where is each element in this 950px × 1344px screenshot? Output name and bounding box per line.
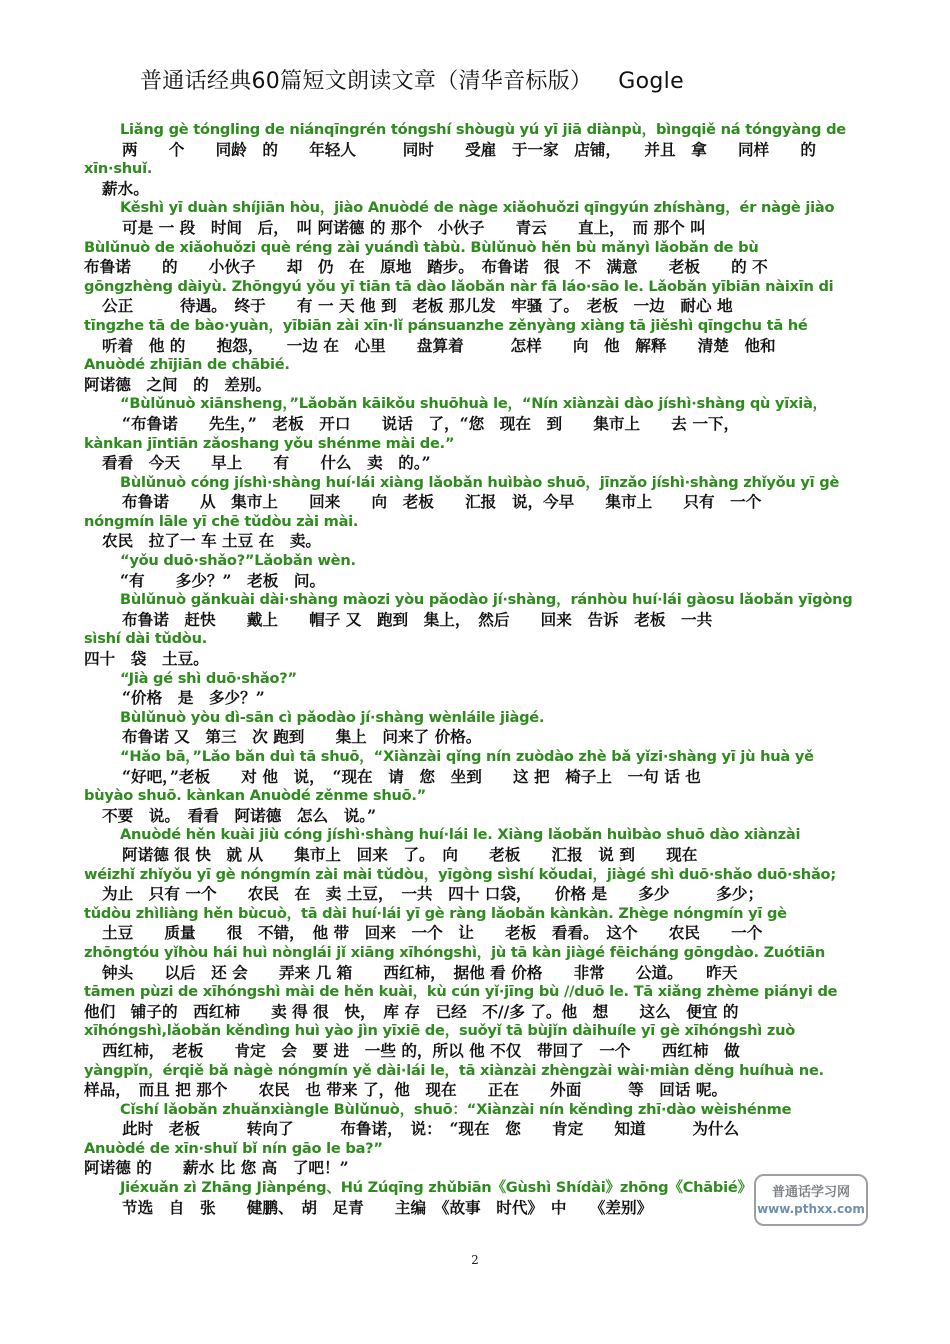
pinyin-line: xīn·shuǐ. [84, 160, 153, 178]
hanzi-line: “价格 是 多少？” [122, 688, 265, 708]
watermark-url: www.pthxx.com [757, 1202, 865, 1216]
hanzi-line: 阿诺德 的 薪水 比 您 高 了吧！” [84, 1158, 349, 1178]
pinyin-line: kànkan jīntiān zǎoshang yǒu shénme mài de.” [84, 434, 455, 452]
pinyin-line: xīhóngshì,lǎobǎn kěndìng huì yào jìn yīxiē de，suǒyǐ tā bùjǐn dàihuíle yī gè xīhóngshì zuò [84, 1022, 796, 1040]
hanzi-line: 听着 他 的 抱怨， 一边 在 心里 盘算着 怎样 向 他 解释 清楚 他和 [102, 335, 776, 355]
pinyin-line: wéizhǐ zhǐyǒu yī gè nóngmín zài mài tǔdòu，yīgòng sìshí kǒudai，jiàgé shì duō·shǎo duō·shǎo; [84, 865, 836, 883]
hanzi-line: 薪水。 [102, 178, 149, 198]
hanzi-line: 布鲁诺 又 第三 次 跑到 集上 问来了 价格。 [122, 727, 482, 747]
hanzi-line: 他们 铺子的 西红柿 卖 得 很 快， 库 存 已经 不//多 了。他 想 这么 便宜 的 [84, 1001, 739, 1021]
pinyin-line: Anuòdé hěn kuài jiù cóng jíshì·shàng huí·lái le. Xiàng lǎobǎn huìbào shuō dào xiànzài [120, 826, 801, 844]
pinyin-line: “Jià gé shì duō·shǎo?” [120, 669, 297, 687]
hanzi-line: “有 多少？” 老板 问。 [120, 570, 326, 590]
page-header [140, 64, 684, 95]
pinyin-line: “yǒu duō·shǎo?”Lǎobǎn wèn. [120, 552, 356, 570]
pinyin-line: Kěshì yī duàn shíjiān hòu，jiào Anuòdé de nàge xiǎohuǒzi qīngyún zhíshàng，ér nàgè jiào [120, 199, 835, 217]
site-watermark [754, 1174, 868, 1226]
pinyin-line: nóngmín lāle yī chē tǔdòu zài mài. [84, 512, 359, 530]
page-number: 2 [471, 1253, 479, 1267]
hanzi-line: 为止 只有 一个 农民 在 卖 土豆， 一共 四十 口袋， 价格 是 多少 多少； [102, 884, 764, 904]
pinyin-line: tāmen pùzi de xīhóngshì mài de hěn kuài，kù cún yǐ·jīng bù //duō le. Tā xiǎng zhème piányi de [84, 983, 838, 1001]
pinyin-line: Bùlǔnuò yòu dì-sān cì pǎodào jí·shàng wènláile jiàgé. [120, 708, 545, 726]
pinyin-line: zhōngtóu yǐhòu hái huì nònglái jǐ xiāng xīhóngshì，jù tā kàn jiàgé fēicháng gōngdào. Zuótiān [84, 943, 826, 961]
pinyin-line: Bùlǔnuò de xiǎohuǒzi què réng zài yuándì tàbù. Bùlǔnuò hěn bù mǎnyì lǎobǎn de bù [84, 238, 759, 256]
hanzi-line: 不要 说。 看看 阿诺德 怎么 说。” [102, 805, 377, 825]
pinyin-line: tīngzhe tā de bào·yuàn，yībiān zài xīn·lǐ pánsuanzhe zěnyàng xiàng tā jiěshì qīngchu tā hé [84, 316, 808, 334]
pinyin-line: Bùlǔnuò cóng jíshì·shàng huí·lái xiàng lǎobǎn huìbào shuō，jīnzǎo jíshì·shàng zhǐyǒu yī gè [120, 473, 840, 491]
pinyin-line: Jiéxuǎn zì Zhāng Jiànpéng、Hú Zúqīng zhǔbiān《Gùshì Shídài》zhōng《Chābié》 [120, 1179, 752, 1197]
pinyin-line: “Bùlǔnuò xiānsheng，”Lǎobǎn kāikǒu shuōhuà le，“Nín xiànzài dào jíshì·shàng qù yīxià， [120, 395, 827, 413]
pinyin-line: “Hǎo bā，”Lǎo bǎn duì tā shuō，“Xiànzài qǐng nín zuòdào zhè bǎ yǐzi·shàng yī jù huà yě [120, 748, 814, 765]
pinyin-line: Anuòdé de xīn·shuǐ bǐ nín gāo le ba?” [84, 1139, 383, 1157]
hanzi-line: “好吧，”老板 对 他 说， “现在 请 您 坐到 这 把 椅子上 一句 话 也 [122, 766, 701, 786]
pinyin-line: gōngzhèng dàiyù. Zhōngyú yǒu yī tiān tā dào lǎobǎn nàr fā láo·sāo le. Lǎobǎn yībiān nàixīn di [84, 277, 834, 295]
hanzi-line: 可是 一 段 时间 后， 叫 阿诺德 的 那个 小伙子 青云 直上， 而 那个 叫 [122, 217, 706, 237]
hanzi-line: 布鲁诺 的 小伙子 却 仍 在 原地 踏步。 布鲁诺 很 不 满意 老板 的 不 [84, 257, 768, 277]
pinyin-line: sìshí dài tǔdòu. [84, 630, 207, 648]
hanzi-line: 阿诺德 很 快 就 从 集市上 回来 了。 向 老板 汇报 说 到 现在 [122, 844, 698, 864]
hanzi-line: “布鲁诺 先生，” 老板 开口 说话 了，“您 现在 到 集市上 去 一下， [122, 413, 740, 433]
hanzi-line: 农民 拉了一 车 土豆 在 卖。 [102, 531, 322, 551]
pinyin-line: yàngpǐn，érqiě bǎ nàgè nóngmín yě dài·lái le，tā xiànzài zhèngzài wài·miàn děng huíhuà ne. [84, 1061, 824, 1079]
hanzi-line: 节选 自 张 健鹏、 胡 足青 主编 《故事 时代》 中 《差别》 [122, 1197, 653, 1217]
hanzi-line: 公正 待遇。 终于 有 一 天 他 到 老板 那儿发 牢骚 了。 老板 一边 耐心 地 [102, 296, 733, 316]
pinyin-line: tǔdòu zhìliàng hěn bùcuò，tā dài huí·lái yī gè ràng lǎobǎn kànkàn. Zhège nóngmín yī gè [84, 904, 787, 922]
hanzi-line: 样品， 而且 把 那个 农民 也 带来 了，他 现在 正在 外面 等 回话 呢。 [84, 1080, 728, 1100]
hanzi-line: 四十 袋 土豆。 [84, 649, 209, 669]
pinyin-line: Liǎng gè tóngling de niánqīngrén tóngshí shòugù yú yī jiā diànpù，bìngqiě ná tóngyàng de [120, 121, 846, 138]
document-title: 普通话经典60篇短文朗读文章（清华音标版） [140, 69, 593, 94]
pinyin-line: Anuòdé zhījiān de chābié. [84, 356, 290, 374]
hanzi-line: 看看 今天 早上 有 什么 卖 的。” [102, 453, 431, 473]
hanzi-line: 土豆 质量 很 不错， 他 带 回来 一个 让 老板 看看。 这个 农民 一个 [102, 923, 763, 943]
hanzi-line: 西红柿， 老板 肯定 会 要 进 一些 的，所以 他 不仅 带回了 一个 西红柿 做 [102, 1040, 740, 1060]
watermark-name: 普通话学习网 [771, 1185, 850, 1200]
hanzi-line: 布鲁诺 赶快 戴上 帽子 又 跑到 集上， 然后 回来 告诉 老板 一共 [122, 609, 713, 629]
pinyin-line: Cǐshí lǎobǎn zhuǎnxiàngle Bùlǔnuò，shuō：“Xiànzài nín kěndìng zhī·dào wèishénme [120, 1100, 792, 1118]
hanzi-line: 此时 老板 转向了 布鲁诺， 说： “现在 您 肯定 知道 为什么 [122, 1119, 740, 1139]
article-body [84, 120, 874, 1217]
hanzi-line: 布鲁诺 从 集市上 回来 向 老板 汇报 说，今早 集市上 只有 一个 [122, 492, 762, 512]
pinyin-line: bùyào shuō. kànkan Anuòdé zěnme shuō.” [84, 787, 427, 805]
hanzi-line: 两 个 同龄 的 年轻人 同时 受雇 于一家 店铺， 并且 拿 同样 的 [122, 139, 816, 159]
brand-label: Gogle [618, 69, 684, 94]
pinyin-line: Bùlǔnuò gǎnkuài dài·shàng màozi yòu pǎodào jí·shàng，ránhòu huí·lái gàosu lǎobǎn yīgòng [120, 591, 853, 609]
hanzi-line: 阿诺德 之间 的 差别。 [84, 374, 272, 394]
hanzi-line: 钟头 以后 还 会 弄来 几 箱 西红柿， 据他 看 价格 非常 公道。 昨天 [102, 962, 738, 982]
